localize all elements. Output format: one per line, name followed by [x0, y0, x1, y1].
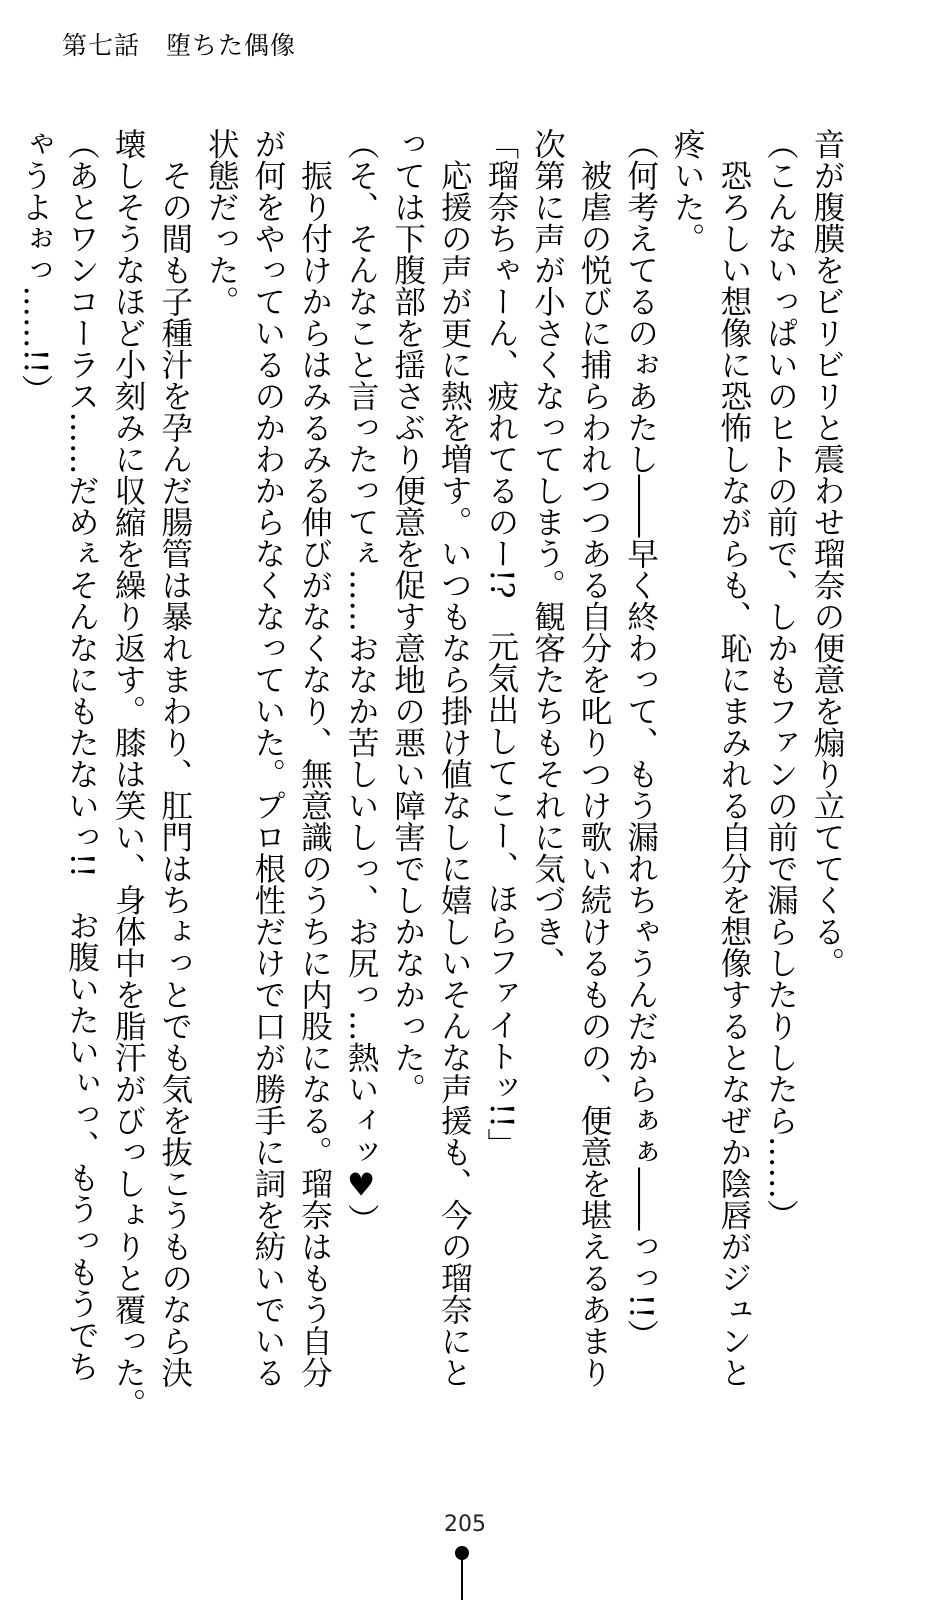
text-line: （何考えてるのぉあたし――早く終わって、もう漏れちゃうんだからぁぁ――っっ!!）	[622, 128, 659, 1351]
text-line: 次第に声が小さくなってしまう。観客たちもそれに気づき、	[529, 128, 566, 979]
text-line: 応援の声が更に熱を増す。いつもなら掛け値なしに嬉しいそんな声援も、今の瑠奈にと	[436, 128, 473, 1388]
text-line: 疼いた。	[669, 128, 706, 254]
text-line: 被虐の悦びに捕らわれつつある自分を叱りつけ歌い続けるものの、便意を堪えるあまり	[576, 128, 613, 1388]
vertical-text-body	[16, 128, 850, 1420]
page-marker	[455, 1546, 469, 1600]
text-line: 状態だった。	[203, 128, 240, 317]
text-line: っては下腹部を揺さぶり便意を促す意地の悪い障害でしかなかった。	[389, 128, 426, 1105]
chapter-title: 第七話 堕ちた偶像	[62, 31, 297, 60]
page-marker-stem	[461, 1558, 463, 1600]
text-line: 恐ろしい想像に恐怖しながらも、恥にまみれる自分を想像するとなぜか陰唇がジュンと	[715, 128, 752, 1388]
text-line: 壊しそうなほど小刻みに収縮を繰り返す。膝は笑い、身体中を脂汗がびっしょりと覆った。	[110, 128, 147, 1420]
text-line: が何をやっているのかわからなくなっていた。プロ根性だけで口が勝手に詞を紡いでいる	[249, 128, 286, 1388]
text-line: （こんないっぱいのヒトの前で、しかもファンの前で漏らしたりしたら……）	[762, 128, 799, 1231]
text-line: その間も子種汁を孕んだ腸管は暴れまわり、肛門はちょっとでも気を抜こうものなら決	[156, 128, 193, 1388]
page-number: 205	[444, 1512, 486, 1537]
text-line: （そ、そんなこと言ったってぇ……おなか苦しいしっ、お尻っ…熱いィッ♥）	[343, 128, 380, 1235]
text-line: 音が腹膜をビリビリと震わせ瑠奈の便意を煽り立ててくる。	[809, 128, 845, 979]
text-line: ゃうよぉっ……!!）	[16, 128, 53, 406]
text-line: （あとワンコーラス……だめぇそんなにもたないっ!! お腹いたいぃっ、もうっもうでち	[63, 128, 100, 1382]
text-line: 「瑠奈ちゃーん、疲れてるのー!? 元気出してこー、ほらファイトッ!!」	[482, 128, 519, 1160]
text-line: 振り付けからはみるみる伸びがなくなり、無意識のうちに内股になる。瑠奈はもう自分	[296, 128, 333, 1388]
